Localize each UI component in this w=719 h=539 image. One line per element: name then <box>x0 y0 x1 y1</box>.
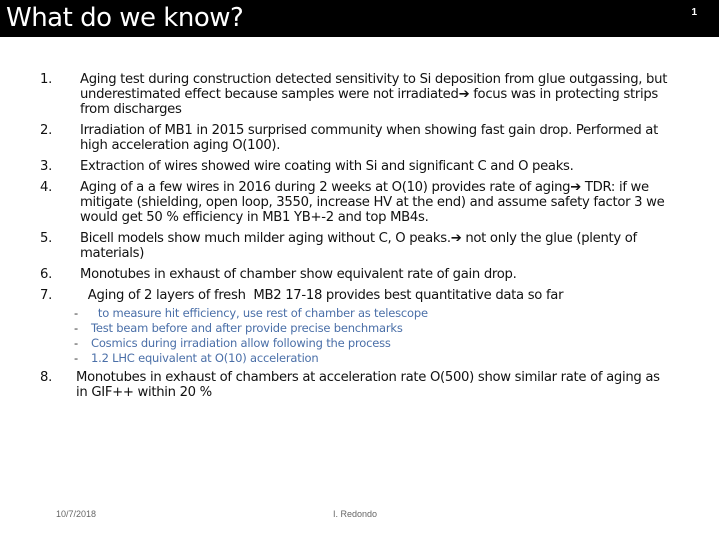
list-item <box>40 72 670 117</box>
item-text: Monotubes in exhaust of chamber show equivalent rate of gain drop. <box>80 267 517 282</box>
list-item <box>40 159 670 174</box>
item-number: 8. <box>40 370 52 385</box>
item-text: Aging test during construction detected sensitivity to Si deposition from glue outgassing, but underestimated effect because samples were not irradiated➔ focus was in protecting strips from discharges <box>80 72 668 117</box>
item-number: 5. <box>40 231 52 246</box>
sub-list-item <box>74 336 670 351</box>
title-bar <box>0 0 719 37</box>
sub-list <box>40 306 670 366</box>
list-item <box>40 370 670 400</box>
item-number: 1. <box>40 72 52 87</box>
item-number: 2. <box>40 123 52 138</box>
slide-number: 1 <box>691 7 697 18</box>
list-item <box>40 123 670 153</box>
sub-item-text: Test beam before and after provide precise benchmarks <box>91 321 403 335</box>
slide-content <box>40 72 670 406</box>
dash-bullet: - <box>74 351 78 365</box>
item-number: 7. <box>40 288 52 303</box>
sub-list-item <box>74 321 670 336</box>
dash-bullet: - <box>74 336 78 350</box>
item-text: Irradiation of MB1 in 2015 surprised community when showing fast gain drop. Performed at high acceleration aging O(100). <box>80 123 658 153</box>
list-item <box>40 231 670 261</box>
dash-bullet: - <box>74 321 78 335</box>
item-number: 6. <box>40 267 52 282</box>
item-number: 3. <box>40 159 52 174</box>
item-text: Monotubes in exhaust of chambers at acceleration rate O(500) show similar rate of aging as in GIF++ within 20 % <box>76 370 660 400</box>
sub-item-text: Cosmics during irradiation allow following the process <box>91 336 391 350</box>
item-text: Aging of 2 layers of fresh MB2 17-18 provides best quantitative data so far <box>80 288 564 303</box>
sub-list-item <box>74 306 670 321</box>
sub-list-item <box>74 351 670 366</box>
footer-date: 10/7/2018 <box>56 509 97 519</box>
item-text: Aging of a a few wires in 2016 during 2 weeks at O(10) provides rate of aging➔ TDR: if we mitigate (shielding, open loop, 3550, increase HV at the end) and assume safety factor 3 we would get 50 % efficiency in MB1 YB+-2 and top MB4s. <box>80 180 665 225</box>
sub-item-text: 1.2 LHC equivalent at O(10) acceleration <box>91 351 319 365</box>
slide-title: What do we know? <box>6 3 244 33</box>
dash-bullet: - <box>74 306 78 320</box>
item-text: Extraction of wires showed wire coating with Si and significant C and O peaks. <box>80 159 574 174</box>
item-text: Bicell models show much milder aging without C, O peaks.➔ not only the glue (plenty of materials) <box>80 231 637 261</box>
list-item <box>40 288 670 303</box>
item-number: 4. <box>40 180 52 195</box>
list-item <box>40 180 670 225</box>
footer-author: I. Redondo <box>333 509 378 519</box>
sub-item-text: to measure hit efficiency, use rest of chamber as telescope <box>91 306 428 320</box>
list-item <box>40 267 670 282</box>
